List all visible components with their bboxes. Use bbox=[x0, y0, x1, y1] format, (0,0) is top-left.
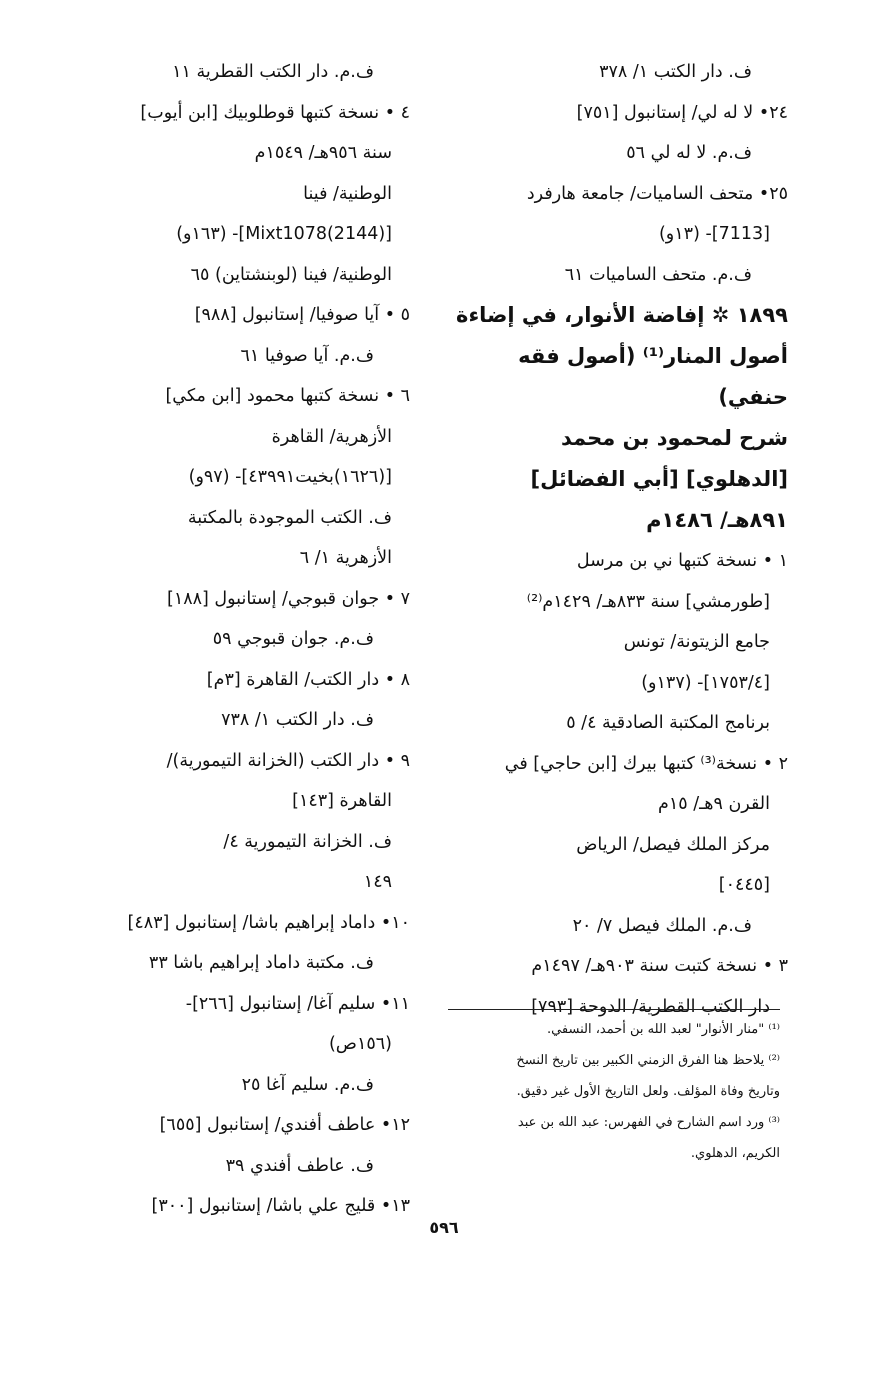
text-line: ١٤٩ bbox=[363, 872, 392, 892]
text-line: برنامج المكتبة الصادقية ٤/ ٥ bbox=[566, 713, 770, 733]
text-line: الأزهرية ١/ ٦ bbox=[299, 548, 392, 568]
text-line: مركز الملك فيصل/ الرياض bbox=[576, 834, 770, 855]
text-line: [١٧٥٣/٤]- (١٣٧و) bbox=[641, 672, 770, 693]
footnote-line: ⁽¹⁾ "منار الأنوار" لعبد الله بن أحمد، النسفي. bbox=[546, 1022, 780, 1037]
text-line: ٤ • نسخة كتبها قوطلوبيك [ابن أيوب] bbox=[140, 102, 410, 123]
text-line: ٢٥• متحف الساميات/ جامعة هارفرد bbox=[526, 183, 788, 204]
text-line: ١١• سليم آغا/ إستانبول [٢٦٦]- bbox=[185, 993, 410, 1014]
text-line: ٣ • نسخة كتبت سنة ٩٠٣هـ/ ١٤٩٧م bbox=[531, 956, 788, 976]
text-line: [(١٦٢٦)بخيت٤٣٩٩١]- (٩٧و) bbox=[188, 467, 392, 487]
footnote-line: الكريم، الدهلوي. bbox=[690, 1146, 780, 1161]
text-line: (١٥٦ص) bbox=[328, 1034, 392, 1054]
entry-title-line: أصول المنار⁽¹⁾ (أصول فقه bbox=[518, 344, 788, 368]
text-line: القرن ٩هـ/ ١٥م bbox=[657, 794, 770, 814]
text-line: [7113]- (١٣و) bbox=[658, 224, 770, 244]
text-line: ٨ • دار الكتب/ القاهرة [٣م] bbox=[206, 669, 410, 690]
text-line: ف. الخزانة التيمورية ٤/ bbox=[223, 831, 392, 852]
text-line: ٢ • نسخة⁽³⁾ كتبها بيرك [ابن حاجي] في bbox=[504, 753, 788, 774]
text-line: الأزهرية/ القاهرة bbox=[271, 426, 392, 447]
text-line: سنة ٩٥٦هـ/ ١٥٤٩م bbox=[254, 143, 392, 163]
text-line: ف. دار الكتب ١/ ٧٣٨ bbox=[221, 710, 374, 730]
entry-title-line: [الدهلوي] [أبي الفضائل] bbox=[530, 467, 788, 491]
text-line: ف.م. متحف الساميات ٦١ bbox=[564, 264, 752, 285]
text-line: ٥ • آيا صوفيا/ إستانبول [٩٨٨] bbox=[194, 305, 410, 325]
entry-title-line: شرح لمحمود بن محمد bbox=[560, 426, 788, 450]
text-line: ف.م. الملك فيصل ٧/ ٢٠ bbox=[572, 915, 752, 936]
text-line: ١٠• داماد إبراهيم باشا/ إستانبول [٤٨٣] bbox=[127, 912, 410, 933]
text-line: ٢٤• لا له لي/ إستانبول [٧٥١] bbox=[576, 102, 788, 123]
text-line: ف.م. سليم آغا ٢٥ bbox=[241, 1074, 374, 1095]
text-line: ف.م. لا له لي ٥٦ bbox=[626, 143, 752, 163]
footnote-line: ⁽²⁾ يلاحظ هنا الفرق الزمني الكبير بين تاريخ النسخ bbox=[516, 1053, 780, 1068]
text-line: ١٣• قليج علي باشا/ إستانبول [٣٠٠] bbox=[151, 1196, 410, 1216]
entry-title-line: حنفي) bbox=[718, 385, 788, 409]
text-line: [طورمشي] سنة ٨٣٣هـ/ ١٤٢٩م⁽²⁾ bbox=[526, 591, 770, 612]
text-line: ٩ • دار الكتب (الخزانة التيمورية)/ bbox=[166, 750, 410, 771]
text-line: ٧ • جوان قبوجي/ إستانبول [١٨٨] bbox=[166, 588, 410, 609]
text-line: ف. عاطف أفندي ٣٩ bbox=[225, 1155, 374, 1176]
text-line: ٦ • نسخة كتبها محمود [ابن مكي] bbox=[165, 386, 410, 406]
footnotes bbox=[440, 1014, 780, 1169]
text-line: الوطنية/ فينا (لوبنشتاين) ٦٥ bbox=[190, 264, 392, 285]
entry-title-line: ١٨٩٩ ✲ إفاضة الأنوار، في إضاءة bbox=[456, 303, 788, 327]
entry-title-line: ٨٩١هـ/ ١٤٨٦م bbox=[646, 508, 788, 532]
page-number: ٥٩٦ bbox=[429, 1218, 459, 1237]
text-line: ف.م. آيا صوفيا ٦١ bbox=[240, 345, 374, 366]
right-column bbox=[448, 52, 788, 1027]
footnote-divider bbox=[448, 1009, 780, 1010]
text-line: ف. مكتبة داماد إبراهيم باشا ٣٣ bbox=[148, 953, 374, 973]
text-line: الوطنية/ فينا bbox=[303, 183, 392, 204]
text-line: دار الكتب القطرية/ الدوحة [٧٩٣] bbox=[531, 996, 770, 1017]
text-line: [٠٤٤٥] bbox=[718, 875, 770, 895]
text-line: ف.م. جوان قبوجي ٥٩ bbox=[212, 629, 374, 649]
text-line: ف. دار الكتب ١/ ٣٧٨ bbox=[599, 62, 752, 82]
footnote-line: ⁽³⁾ ورد اسم الشارح في الفهرس: عبد الله بن عبد bbox=[517, 1115, 780, 1130]
text-line: ف.م. دار الكتب القطرية ١١ bbox=[172, 62, 374, 82]
text-line: جامع الزيتونة/ تونس bbox=[623, 632, 770, 652]
text-line: القاهرة [١٤٣] bbox=[292, 791, 392, 811]
left-column bbox=[80, 52, 410, 1227]
text-line: [Mixt1078(2144)]- (١٦٣و) bbox=[176, 224, 392, 244]
text-line: ١ • نسخة كتبها ني بن مرسل bbox=[576, 551, 788, 571]
text-line: ١٢• عاطف أفندي/ إستانبول [٦٥٥] bbox=[159, 1115, 410, 1135]
footnote-line: وتاريخ وفاة المؤلف. ولعل التاريخ الأول غير دقيق. bbox=[516, 1084, 780, 1099]
text-line: ف. الكتب الموجودة بالمكتبة bbox=[187, 507, 392, 528]
